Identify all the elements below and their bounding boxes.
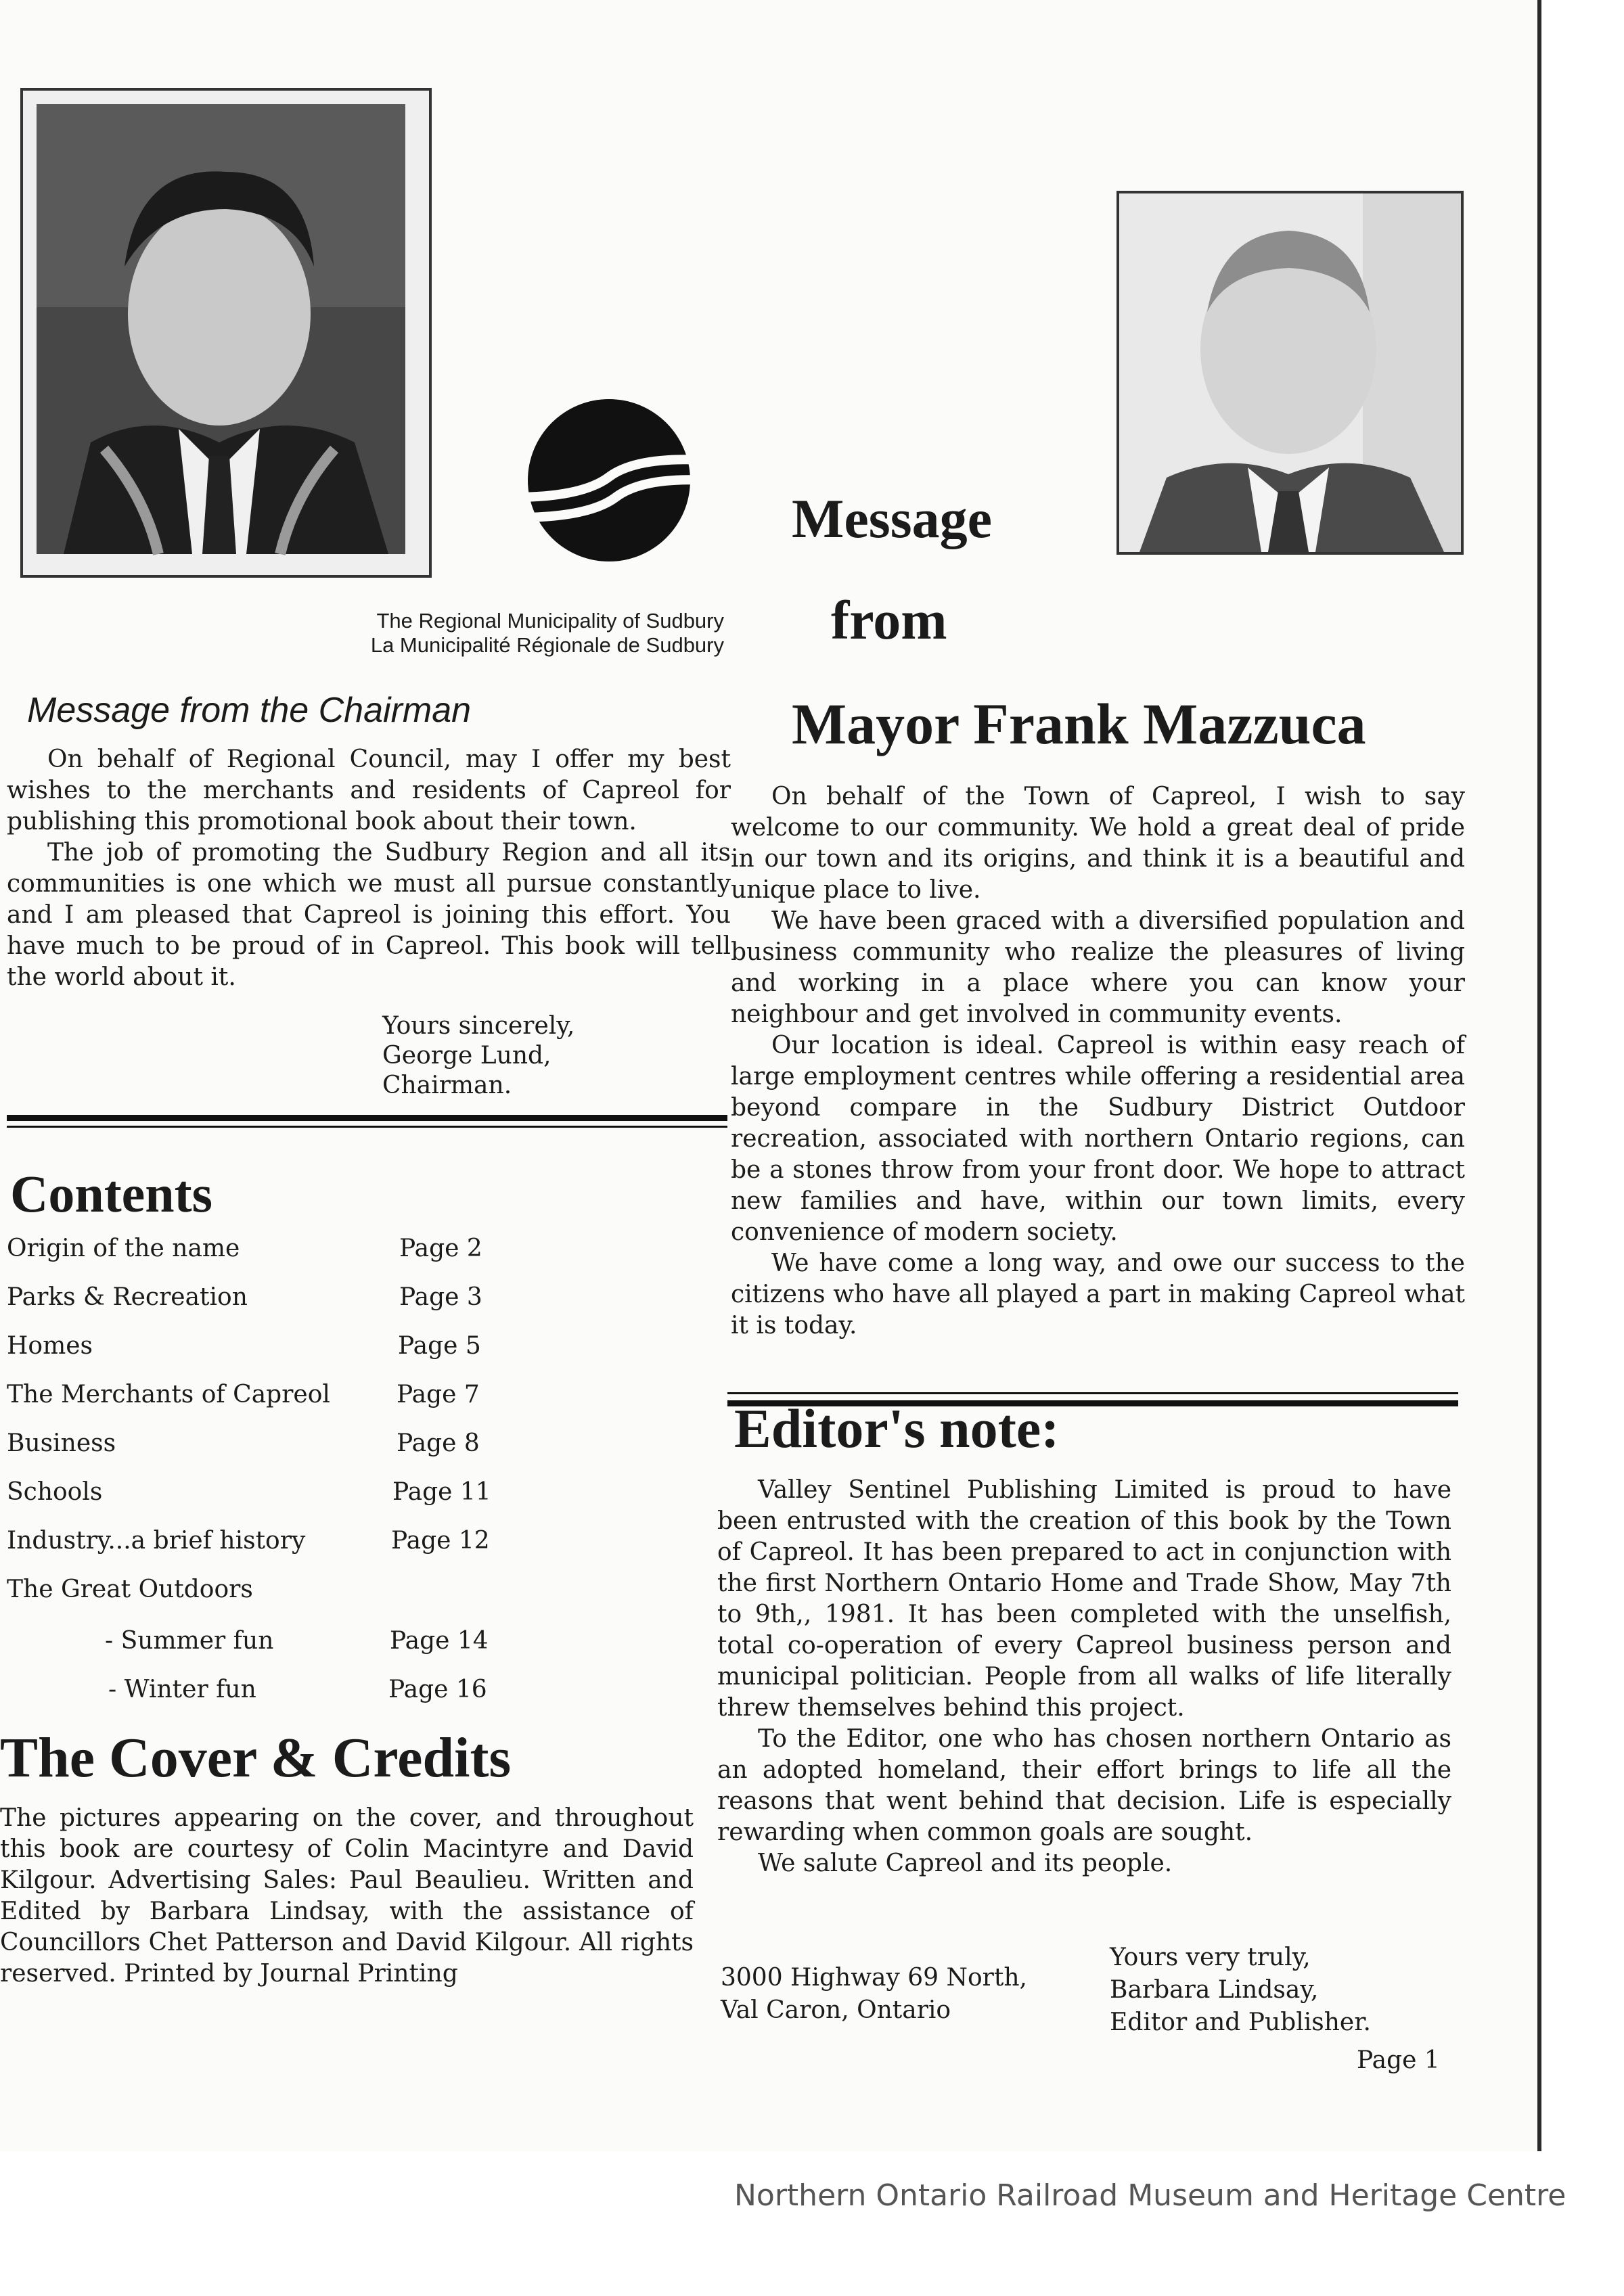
credits-heading: The Cover & Credits <box>0 1726 512 1789</box>
divider-left <box>7 1115 727 1121</box>
mayor-paragraph-1: On behalf of the Town of Capreol, I wish to say welcome to our community. We hold a great deal of pride in our town and its origins, and think it is a beautiful and unique place to live. <box>731 783 1465 904</box>
toc-page: Page 2 <box>399 1235 482 1262</box>
mayor-portrait <box>1119 193 1461 552</box>
page-number: Page 1 <box>1357 2046 1440 2074</box>
toc-item <box>7 1283 521 1317</box>
toc-page: Page 12 <box>391 1527 490 1555</box>
chairman-message <box>7 744 731 993</box>
toc-item <box>7 1381 521 1415</box>
toc-page: Page 16 <box>388 1676 487 1703</box>
toc-item <box>7 1235 521 1268</box>
toc-item <box>7 1627 521 1661</box>
toc-label: Homes <box>7 1332 93 1360</box>
chairman-closing: Yours sincerely, <box>382 1012 575 1040</box>
editor-address <box>721 1962 1027 2027</box>
mayor-message <box>731 781 1465 1341</box>
mayor-paragraph-4: We have come a long way, and owe our success to the citizens who have all played a part in making Capreol what it is today. <box>731 1249 1465 1339</box>
toc-item <box>7 1576 521 1609</box>
logo-caption-line2: La Municipalité Régionale de Sudbury <box>370 633 724 657</box>
mayor-paragraph-2: We have been graced with a diversified population and business community who realize the pleasures of living and working in a place where you can know your neighbour and get involved in community events. <box>731 907 1465 1028</box>
chairman-paragraph-2: The job of promoting the Sudbury Region and all its communities is one which we must all pursue constantly and I am pleased that Capreol is joining this effort. You have much to be proud of in Capreol. This book will tell the world about it. <box>7 839 731 991</box>
toc-item <box>7 1429 521 1463</box>
chairman-paragraph-1: On behalf of Regional Council, may I offer my best wishes to the merchants and residents of Capreol for publishing this promotional book about their town. <box>7 745 731 835</box>
toc-label: Origin of the name <box>7 1235 240 1262</box>
chairman-name: George Lund, <box>382 1042 551 1070</box>
logo-caption <box>244 609 724 658</box>
toc-label: The Merchants of Capreol <box>7 1381 330 1408</box>
address-line1: 3000 Highway 69 North, <box>721 1964 1027 1992</box>
toc-label: - Winter fun <box>108 1676 256 1703</box>
mayor-heading-line3: Mayor Frank Mazzuca <box>792 691 1366 756</box>
mayor-heading-line2: from <box>831 589 947 651</box>
toc-page: Page 11 <box>392 1478 491 1506</box>
toc-label: Business <box>7 1429 116 1457</box>
divider-left-thin <box>7 1126 727 1128</box>
editor-name: Barbara Lindsay, <box>1110 1976 1319 2004</box>
sudbury-logo <box>501 396 717 565</box>
editor-signature <box>1110 1942 1371 2039</box>
credits-text: The pictures appearing on the cover, and throughout this book are courtesy of Colin Macintyre and David Kilgour. Advertising Sales: Paul Beaulieu. Written and Edited by Barbara Lindsay, with the assistance of Councillors Chet Patterson and David Kilgour. All rights reserved. Printed by Journal Printing <box>0 1804 694 1988</box>
toc-page: Page 14 <box>390 1627 489 1655</box>
toc-page: Page 7 <box>397 1381 480 1408</box>
editor-paragraph-2: To the Editor, one who has chosen northern Ontario as an adopted homeland, their effort brings to life all the reasons that went behind that decision. Life is especially rewarding when common goals are sought. <box>717 1725 1451 1846</box>
chairman-portrait <box>23 91 429 575</box>
editor-title: Editor and Publisher. <box>1110 2008 1371 2036</box>
toc-page: Page 8 <box>397 1429 480 1457</box>
toc-label: - Summer fun <box>105 1627 274 1655</box>
editor-paragraph-3: We salute Capreol and its people. <box>758 1850 1173 1877</box>
editor-closing: Yours very truly, <box>1110 1944 1311 1971</box>
logo-caption-line1: The Regional Municipality of Sudbury <box>376 609 724 633</box>
chairman-heading: Message from the Chairman <box>27 691 472 730</box>
toc-item <box>7 1478 521 1512</box>
toc-item <box>7 1676 521 1709</box>
address-line2: Val Caron, Ontario <box>721 1996 951 2024</box>
mayor-heading-line1: Message <box>792 488 993 549</box>
toc-label: Schools <box>7 1478 103 1506</box>
toc-label: Parks & Recreation <box>7 1283 248 1311</box>
chairman-signature <box>382 1011 574 1101</box>
chairman-title: Chairman. <box>382 1072 512 1099</box>
watermark: Northern Ontario Railroad Museum and Heritage Centre <box>734 2178 1566 2213</box>
chairman-photo <box>20 88 432 578</box>
toc-label: Industry...a brief history <box>7 1527 306 1555</box>
toc-label: The Great Outdoors <box>7 1576 253 1603</box>
divider-right-thin <box>727 1392 1458 1394</box>
mayor-paragraph-3: Our location is ideal. Capreol is within easy reach of large employment centres while offering a residential area beyond compare in the Sudbury District Outdoor recreation, associated with northern Ontario regions, can be a stones throw from your front door. We hope to attract new families and have, within our town limits, every convenience of modern society. <box>731 1032 1465 1246</box>
contents-heading: Contents <box>10 1164 213 1223</box>
toc-item <box>7 1527 521 1561</box>
toc-item <box>7 1332 521 1366</box>
editor-heading: Editor's note: <box>734 1398 1060 1459</box>
toc-page: Page 5 <box>398 1332 481 1360</box>
editor-paragraph-1: Valley Sentinel Publishing Limited is proud to have been entrusted with the creation of this book by the Town of Capreol. It has been prepared to act in conjunction with the first Northern Ontario Home and Trade Show, May 7th to 9th,, 1981. It has been completed with the unselfish, total co-operation of every Capreol business person and municipal politician. People from all walks of life literally threw themselves behind this project. <box>717 1476 1451 1722</box>
toc-page: Page 3 <box>399 1283 482 1311</box>
mayor-photo <box>1116 191 1464 555</box>
editor-message <box>717 1475 1451 1879</box>
contents-list <box>7 1235 521 1722</box>
